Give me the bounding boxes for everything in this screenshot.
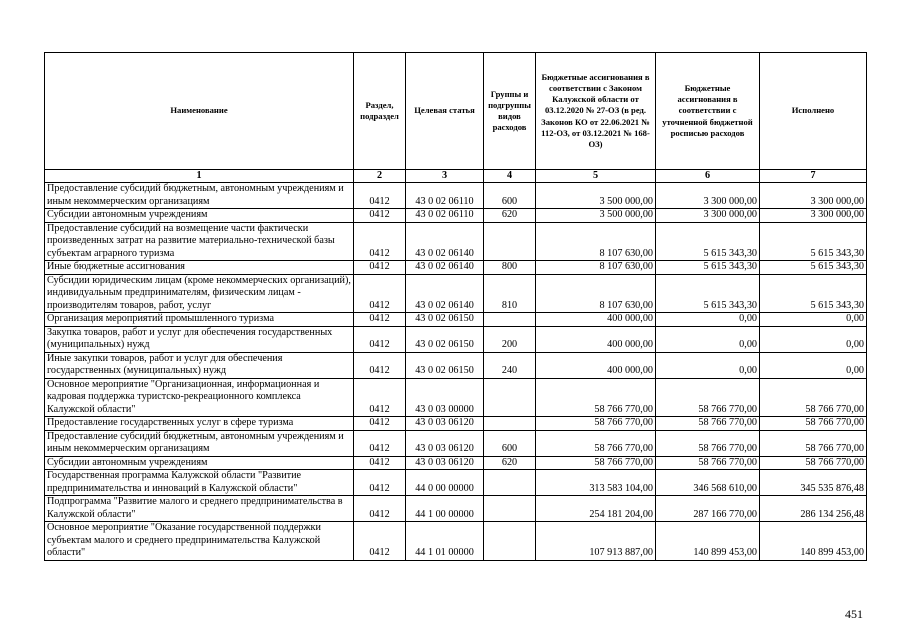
row-refined-allocation: 58 766 770,00: [656, 430, 760, 456]
row-name: Предоставление субсидий бюджетным, автономным учреждениям и иным некоммерческим организациям: [45, 430, 354, 456]
row-name: Основное мероприятие "Оказание государственной поддержки субъектам малого и среднего предпринимательства Калужской области": [45, 522, 354, 561]
row-section: 0412: [354, 456, 406, 470]
header-executed: Исполнено: [760, 53, 867, 170]
row-law-allocation: 400 000,00: [536, 326, 656, 352]
row-target: 43 0 02 06150: [406, 313, 484, 327]
row-target: 43 0 02 06140: [406, 274, 484, 313]
column-number: 4: [484, 170, 536, 183]
row-group: [484, 417, 536, 431]
row-law-allocation: 58 766 770,00: [536, 417, 656, 431]
row-section: 0412: [354, 496, 406, 522]
row-target: 44 0 00 00000: [406, 470, 484, 496]
row-refined-allocation: 3 300 000,00: [656, 183, 760, 209]
table-body: [45, 183, 867, 561]
row-refined-allocation: 346 568 610,00: [656, 470, 760, 496]
row-target: 43 0 02 06150: [406, 352, 484, 378]
row-refined-allocation: 0,00: [656, 352, 760, 378]
row-refined-allocation: 5 615 343,30: [656, 261, 760, 275]
row-law-allocation: 58 766 770,00: [536, 378, 656, 417]
table-row: [45, 496, 867, 522]
row-name: Организация мероприятий промышленного туризма: [45, 313, 354, 327]
row-section: 0412: [354, 274, 406, 313]
table-row: [45, 326, 867, 352]
row-law-allocation: 107 913 887,00: [536, 522, 656, 561]
table-row: [45, 430, 867, 456]
row-law-allocation: 8 107 630,00: [536, 261, 656, 275]
row-name: Государственная программа Калужской области "Развитие предпринимательства и инноваций в Калужской области": [45, 470, 354, 496]
row-section: 0412: [354, 430, 406, 456]
row-executed: 5 615 343,30: [760, 222, 867, 261]
table-row: [45, 417, 867, 431]
row-name: Субсидии автономным учреждениям: [45, 209, 354, 223]
row-target: 44 1 00 00000: [406, 496, 484, 522]
column-number: 3: [406, 170, 484, 183]
row-name: Подпрограмма "Развитие малого и среднего предпринимательства в Калужской области": [45, 496, 354, 522]
row-name: Иные бюджетные ассигнования: [45, 261, 354, 275]
table-row: [45, 456, 867, 470]
row-law-allocation: 8 107 630,00: [536, 274, 656, 313]
row-group: [484, 470, 536, 496]
row-law-allocation: 254 181 204,00: [536, 496, 656, 522]
table-row: [45, 183, 867, 209]
row-target: 43 0 02 06140: [406, 261, 484, 275]
table-row: [45, 378, 867, 417]
row-name: Основное мероприятие "Организационная, информационная и кадровая поддержка туристско-рекреационного комплекса Калужской области": [45, 378, 354, 417]
row-executed: 345 535 876,48: [760, 470, 867, 496]
row-group: 800: [484, 261, 536, 275]
row-target: 44 1 01 00000: [406, 522, 484, 561]
row-group: 200: [484, 326, 536, 352]
row-executed: 286 134 256,48: [760, 496, 867, 522]
row-section: 0412: [354, 522, 406, 561]
row-executed: 140 899 453,00: [760, 522, 867, 561]
row-section: 0412: [354, 313, 406, 327]
table-header: [45, 53, 867, 183]
column-number: 1: [45, 170, 354, 183]
page-number: 451: [845, 607, 863, 621]
row-refined-allocation: 0,00: [656, 326, 760, 352]
row-name: Предоставление государственных услуг в сфере туризма: [45, 417, 354, 431]
header-refined-allocation: Бюджетные ассигнования в соответствии с уточненной бюджетной росписью расходов: [656, 53, 760, 170]
row-target: 43 0 03 06120: [406, 456, 484, 470]
row-refined-allocation: 58 766 770,00: [656, 378, 760, 417]
row-target: 43 0 03 06120: [406, 417, 484, 431]
row-group: 600: [484, 183, 536, 209]
row-group: [484, 313, 536, 327]
column-number: 7: [760, 170, 867, 183]
header-group: Группы и подгруппы видов расходов: [484, 53, 536, 170]
row-refined-allocation: 3 300 000,00: [656, 209, 760, 223]
column-number: 5: [536, 170, 656, 183]
row-executed: 58 766 770,00: [760, 417, 867, 431]
column-number: 2: [354, 170, 406, 183]
row-name: Субсидии автономным учреждениям: [45, 456, 354, 470]
row-group: 620: [484, 456, 536, 470]
row-executed: 3 300 000,00: [760, 183, 867, 209]
table-row: [45, 209, 867, 223]
row-section: 0412: [354, 417, 406, 431]
row-group: [484, 522, 536, 561]
row-executed: 58 766 770,00: [760, 456, 867, 470]
row-executed: 3 300 000,00: [760, 209, 867, 223]
row-name: Закупка товаров, работ и услуг для обеспечения государственных (муниципальных) нужд: [45, 326, 354, 352]
header-law-allocation: Бюджетные ассигнования в соответствии с Законом Калужской области от 03.12.2020 № 27-ОЗ (в ред. Законов КО от 22.06.2021 № 112-ОЗ, от 03.12.2021 № 168-ОЗ): [536, 53, 656, 170]
row-section: 0412: [354, 470, 406, 496]
row-refined-allocation: 5 615 343,30: [656, 222, 760, 261]
row-executed: 0,00: [760, 326, 867, 352]
row-executed: 5 615 343,30: [760, 261, 867, 275]
row-law-allocation: 58 766 770,00: [536, 430, 656, 456]
table-row: [45, 222, 867, 261]
row-section: 0412: [354, 378, 406, 417]
row-group: 240: [484, 352, 536, 378]
row-group: [484, 496, 536, 522]
row-law-allocation: 3 500 000,00: [536, 209, 656, 223]
row-group: 620: [484, 209, 536, 223]
row-law-allocation: 3 500 000,00: [536, 183, 656, 209]
row-group: 600: [484, 430, 536, 456]
row-name: Предоставление субсидий бюджетным, автономным учреждениям и иным некоммерческим организациям: [45, 183, 354, 209]
row-refined-allocation: 58 766 770,00: [656, 456, 760, 470]
row-law-allocation: 8 107 630,00: [536, 222, 656, 261]
row-refined-allocation: 140 899 453,00: [656, 522, 760, 561]
row-name: Субсидии юридическим лицам (кроме некоммерческих организаций), индивидуальным предпринимателям, физическим лицам - производителям товаров, работ, услуг: [45, 274, 354, 313]
row-group: [484, 222, 536, 261]
header-name: Наименование: [45, 53, 354, 170]
row-name: Иные закупки товаров, работ и услуг для обеспечения государственных (муниципальных) нужд: [45, 352, 354, 378]
budget-table: [44, 52, 867, 561]
header-target: Целевая статья: [406, 53, 484, 170]
table-row: [45, 352, 867, 378]
row-law-allocation: 400 000,00: [536, 313, 656, 327]
table-row: [45, 313, 867, 327]
row-executed: 58 766 770,00: [760, 430, 867, 456]
row-target: 43 0 02 06110: [406, 209, 484, 223]
row-section: 0412: [354, 352, 406, 378]
row-group: 810: [484, 274, 536, 313]
row-section: 0412: [354, 209, 406, 223]
table-row: [45, 522, 867, 561]
header-section: Раздел, подраздел: [354, 53, 406, 170]
row-target: 43 0 02 06140: [406, 222, 484, 261]
row-law-allocation: 400 000,00: [536, 352, 656, 378]
row-law-allocation: 58 766 770,00: [536, 456, 656, 470]
row-refined-allocation: 0,00: [656, 313, 760, 327]
table-row: [45, 261, 867, 275]
row-target: 43 0 02 06110: [406, 183, 484, 209]
column-number-row: [45, 170, 867, 183]
row-executed: 0,00: [760, 352, 867, 378]
row-executed: 5 615 343,30: [760, 274, 867, 313]
row-executed: 58 766 770,00: [760, 378, 867, 417]
table-row: [45, 274, 867, 313]
row-refined-allocation: 287 166 770,00: [656, 496, 760, 522]
table-row: [45, 470, 867, 496]
row-group: [484, 378, 536, 417]
row-section: 0412: [354, 326, 406, 352]
row-refined-allocation: 58 766 770,00: [656, 417, 760, 431]
row-section: 0412: [354, 261, 406, 275]
row-target: 43 0 03 06120: [406, 430, 484, 456]
column-number: 6: [656, 170, 760, 183]
row-target: 43 0 03 00000: [406, 378, 484, 417]
row-refined-allocation: 5 615 343,30: [656, 274, 760, 313]
row-target: 43 0 02 06150: [406, 326, 484, 352]
row-law-allocation: 313 583 104,00: [536, 470, 656, 496]
row-name: Предоставление субсидий на возмещение части фактически произведенных затрат на развитие материально-технической базы субъектам аграрного туризма: [45, 222, 354, 261]
row-section: 0412: [354, 183, 406, 209]
row-executed: 0,00: [760, 313, 867, 327]
row-section: 0412: [354, 222, 406, 261]
